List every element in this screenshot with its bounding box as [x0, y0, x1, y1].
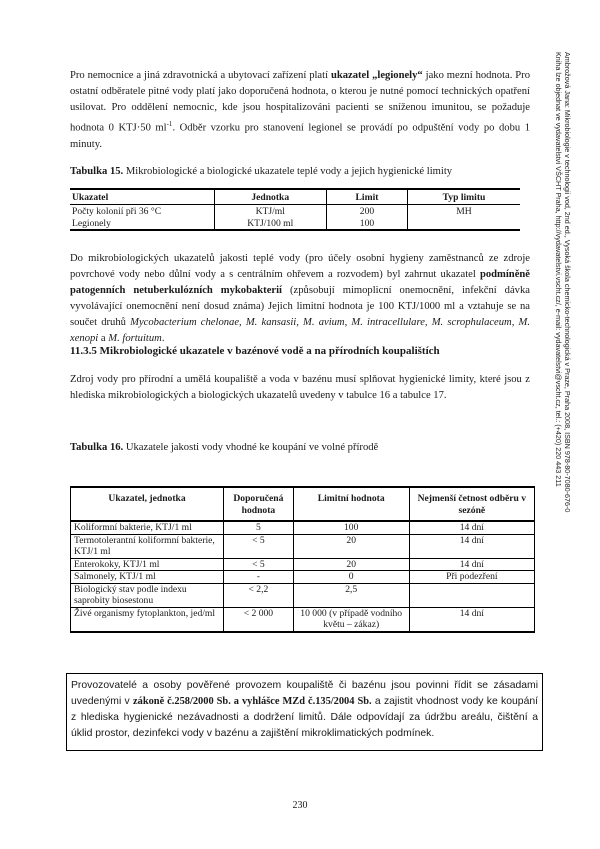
table-cell: < 2,2	[224, 583, 294, 607]
table-cell: 100	[327, 217, 408, 230]
table-row	[71, 558, 535, 571]
table-cell: < 2 000	[224, 607, 294, 632]
table-header: Doporučená hodnota	[224, 487, 294, 521]
side-citation	[554, 52, 572, 612]
section-heading: 11.3.5 Mikrobiologické ukazatele v bazénové vodě a na přírodních koupalištích	[70, 345, 440, 357]
table-cell: MH	[408, 205, 521, 218]
table-header-row	[71, 487, 535, 521]
table-cell: Legionely	[72, 217, 111, 229]
paragraph-legionely: Pro nemocnice a jiná zdravotnická a ubytovací zařízení platí ukazatel „legionely“ jako mezní hodnota. Pro ostatní odběratele pitné vody platí jako doporučená hodnota, o kterou je nutné pomocí technických opatření usilovat. Pro oddělení nemocnic, kde jsou hospitalizováni pacienti se sníženou imunitou, se požaduje hodnota 0 KTJ·50 $ml^{-1}$. Odběr vzorku pro stanovení legionel se provádí po odpuštění vody po dobu 1 minuty.	[70, 70, 531, 150]
table-row	[71, 521, 535, 534]
table-cell: < 5	[224, 558, 294, 571]
table-header-row	[70, 189, 520, 205]
table-header: Limitní hodnota	[293, 487, 409, 521]
table-cell: 5	[224, 521, 294, 534]
table-cell: 0	[293, 571, 409, 584]
page-number: 230	[292, 800, 308, 811]
table-row	[71, 607, 535, 632]
paragraph-mykobakterie: Do mikrobiologických ukazatelů jakosti teplé vody (pro účely osobní hygieny zaměstnanců ze zdroje povrchové vody nebo důlní vody a s centrálním ohřevem a rozvodem) byl zahrnut ukazatel podmíněně patogenních netuberkulózních mykobakterií (způsobují mimoplicní onemocnění, infekční dávka vyvolávající onemocnění není dosud známa) Jejich limitní hodnota je 100 KTJ/1000 ml a vztahuje se na součet druhů Mycobacterium chelonae, M. kansasii, M. avium, M. intracellulare, M. scrophulaceum, M. xenopi a M. fortuitum.	[70, 253, 531, 344]
table-cell	[408, 217, 521, 230]
table-cell: Salmonely, KTJ/1 ml	[71, 571, 224, 584]
table-cell: 10 000 (v případě vodního květu – zákaz)	[293, 607, 409, 632]
table-header: Nejmenší četnost odběru v sezóně	[409, 487, 534, 521]
table-row	[70, 205, 520, 218]
table-cell: 200	[327, 205, 408, 218]
side-citation-line2: Kniha lze objednat ve vydavatelství VŠCHT Praha, http://vydavatelstvi.vscht.cz/, e-mail: vydavatelstvi@vscht.cz, tel.: (+420) 220 443 211	[554, 52, 563, 487]
table-header: Jednotka	[214, 189, 327, 205]
table-header: Limit	[327, 189, 408, 205]
table-cell: 14 dní	[409, 558, 534, 571]
table-cell: Živé organismy fytoplankton, jed/ml	[71, 607, 224, 632]
table-header: Typ limitu	[408, 189, 521, 205]
table-cell: Biologický stav podle indexu saprobity biosestonu	[71, 583, 224, 607]
table-row	[71, 583, 535, 607]
table-cell: KTJ/100 ml	[214, 217, 327, 230]
table-header: Ukazatel	[70, 189, 214, 205]
legionely-term: ukazatel „legionely“	[330, 70, 423, 81]
table-cell: 14 dní	[409, 607, 534, 632]
table-header: Ukazatel, jednotka	[71, 487, 224, 521]
table-16	[70, 486, 535, 633]
table-cell: Enterokoky, KTJ/1 ml	[71, 558, 224, 571]
table-cell: 14 dní	[409, 521, 534, 534]
table-row	[70, 217, 520, 230]
table-cell: 20	[293, 534, 409, 558]
table-15	[70, 188, 520, 231]
law-reference: zákoně č.258/2000 Sb. a vyhlášce MZd č.135/2004 Sb.	[133, 696, 372, 707]
table-cell: < 5	[224, 534, 294, 558]
table-cell: 20	[293, 558, 409, 571]
table-cell: 14 dní	[409, 534, 534, 558]
table16-caption: Tabulka 16. Ukazatele jakosti vody vhodné ke koupání ve volné přírodě	[70, 442, 379, 453]
table-row	[71, 571, 535, 584]
legal-note-box: Provozovatelé a osoby pověřené provozem koupaliště či bazénu jsou povinni řídit se zásadami uvedenými v zákoně č.258/2000 Sb. a vyhlášce MZd č.135/2004 Sb. a zajistit vhodnost vody ke koupání z hlediska hygienické nezávadnosti a dodržení limitů. Dále odpovídají za údržbu areálu, čištění a úklid prostor, dezinfekci vody v bazénu a zajištění mikroklimatických podmínek.	[66, 673, 543, 751]
paragraph-koupaliste: Zdroj vody pro přírodní a umělá koupaliště a voda v bazénu musí splňovat hygienické limity, které jsou z hlediska mikrobiologických a biologických ukazatelů uvedeny v tabulce 16 a tabulce 17.	[70, 374, 530, 401]
table-cell: Při podezření	[409, 571, 534, 584]
table-cell	[409, 583, 534, 607]
table-row	[71, 534, 535, 558]
table-cell: 2,5	[293, 583, 409, 607]
table-cell: -	[224, 571, 294, 584]
table-cell: 100	[293, 521, 409, 534]
table-cell: Koliformní bakterie, KTJ/1 ml	[71, 521, 224, 534]
table-cell: Počty kolonií při 36 °C	[72, 205, 162, 217]
mykobakterie-term: podmíněně patogenních netuberkulózních mykobakterií	[70, 269, 530, 296]
table15-caption: Tabulka 15. Mikrobiologické a biologické ukazatele teplé vody a jejich hygienické limity	[70, 166, 453, 177]
side-citation-line1: Ambrožová Jana: Mikrobiologie v technologii vod, 2nd ed., Vysoká škola chemicko-technologická v Praze, Praha 2008, ISBN 978-80-7080-676-0	[563, 52, 572, 513]
table-cell: Termotolerantní koliformní bakterie, KTJ/1 ml	[71, 534, 224, 558]
table-cell: KTJ/ml	[214, 205, 327, 218]
